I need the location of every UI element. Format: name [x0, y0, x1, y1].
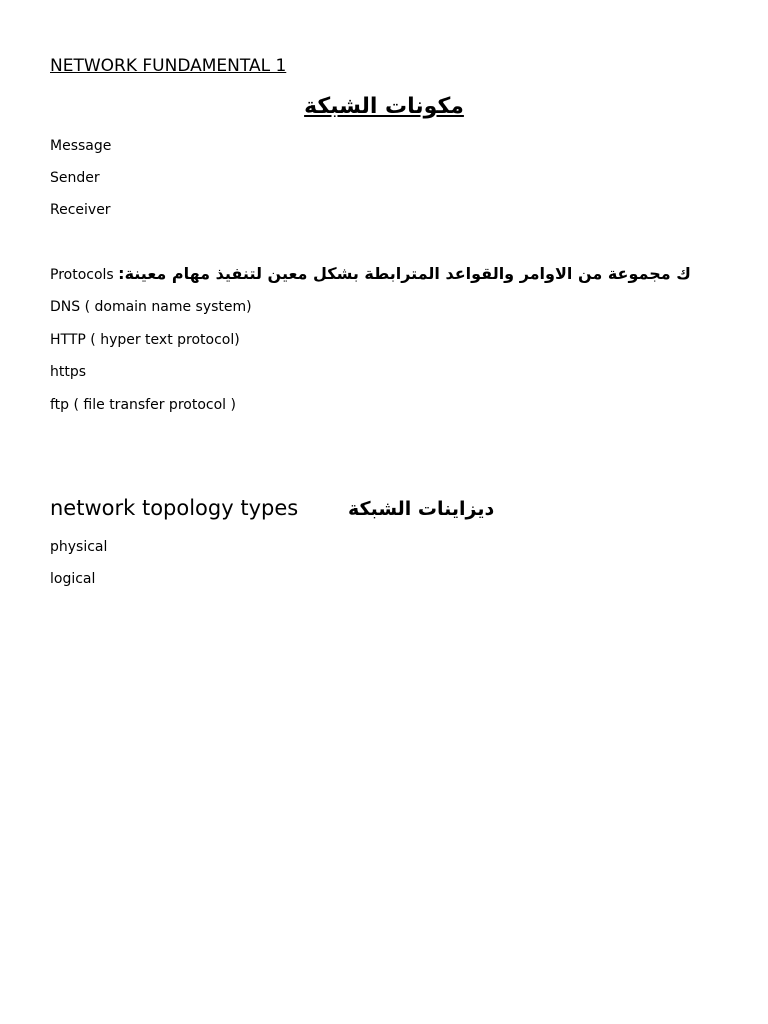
arabic-title: مكونات الشبكة — [304, 94, 464, 119]
protocol-item-dns: DNS ( domain name system) — [50, 299, 252, 315]
protocols-arabic-definition: ك مجموعة من الاوامر والقواعد المترابطة بشكل معين لتنفيذ مهام معينة: — [118, 264, 691, 283]
protocol-item-http: HTTP ( hyper text protocol) — [50, 332, 240, 348]
component-receiver: Receiver — [50, 202, 111, 218]
protocol-item-ftp: ftp ( file transfer protocol ) — [50, 397, 236, 413]
topology-heading: network topology types — [50, 496, 299, 520]
protocol-item-https: https — [50, 364, 87, 380]
topology-arabic-heading: ديزاينات الشبكة — [348, 498, 495, 520]
protocols-definition — [50, 263, 691, 286]
topology-item-physical: physical — [50, 539, 108, 555]
topology-item-logical: logical — [50, 571, 96, 587]
document-title: NETWORK FUNDAMENTAL 1 — [50, 56, 287, 76]
protocols-label: Protocols — [50, 267, 114, 283]
component-sender: Sender — [50, 170, 100, 186]
component-message: Message — [50, 138, 112, 154]
